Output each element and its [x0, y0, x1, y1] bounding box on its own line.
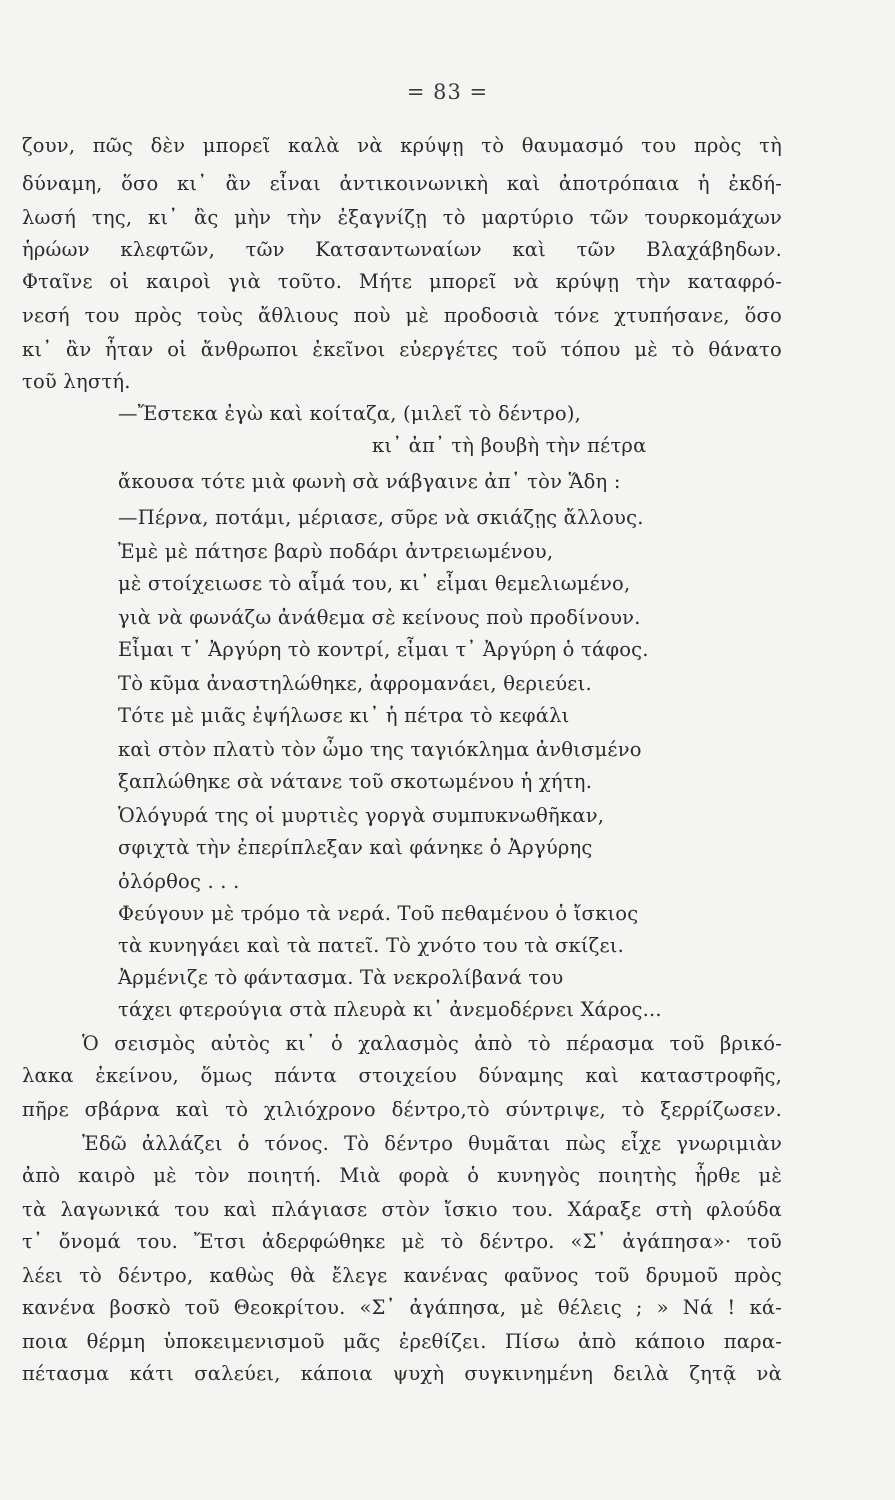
verse-line: Ὁλόγυρά της οἱ μυρτιὲς γοργὰ συμπυκνωθῆκαν,: [118, 804, 605, 827]
text-line: Ὁ σεισμὸς αὐτὸς κι᾽ ὁ χαλασμὸς ἀπὸ τὸ πέρασμα τοῦ βρικό-: [82, 1032, 782, 1055]
text-line: δύναμη, ὅσο κι᾽ ἂν εἶναι ἀντικοινωνικὴ καὶ ἀποτρόπαια ἡ ἐκδή-: [22, 172, 782, 195]
verse-line: Φεύγουν μὲ τρόμο τὰ νερά. Τοῦ πεθαμένου ὁ ἴσκιος: [118, 902, 639, 925]
verse-line: τὰ κυνηγάει καὶ τὰ πατεῖ. Τὸ χνότο του τὰ σκίζει.: [118, 934, 625, 957]
text-line: πέτασμα κάτι σαλεύει, κάποια ψυχὴ συγκινημένη δειλὰ ζητᾷ νὰ: [22, 1362, 782, 1385]
verse-line: —Πέρνα, ποτάμι, μέριασε, σῦρε νὰ σκιάζῃς ἄλλους.: [118, 506, 644, 529]
text-line: λέει τὸ δέντρο, καθὼς θὰ ἔλεγε κανένας φαῦνος τοῦ δρυμοῦ πρὸς: [22, 1264, 782, 1287]
text-line: νεσή του πρὸς τοὺς ἄθλιους ποὺ μὲ προδοσιὰ τόνε χτυπήσανε, ὅσο: [22, 304, 782, 327]
verse-line: Εἶμαι τ᾽ Ἀργύρη τὸ κοντρί, εἶμαι τ᾽ Ἀργύρη ὁ τάφος.: [118, 638, 649, 661]
text-line: Ἐδῶ ἀλλάζει ὁ τόνος. Τὸ δέντρο θυμᾶται πὼς εἶχε γνωριμιὰν: [82, 1132, 782, 1155]
text-line: ἀπὸ καιρὸ μὲ τὸν ποιητή. Μιὰ φορὰ ὁ κυνηγὸς ποιητὴς ἦρθε μὲ: [22, 1164, 782, 1187]
verse-line: Ἀρμένιζε τὸ φάντασμα. Τὰ νεκρολίβανά του: [118, 966, 564, 989]
text-line: τὰ λαγωνικά του καὶ πλάγιασε στὸν ἴσκιο του. Χάραξε στὴ φλούδα: [22, 1198, 782, 1221]
verse-line: ὀλόρθος . . .: [118, 870, 240, 893]
verse-line: κι᾽ ἀπ᾽ τὴ βουβὴ τὴν πέτρα: [372, 434, 647, 457]
verse-line: σφιχτὰ τὴν ἐπερίπλεξαν καὶ φάνηκε ὁ Ἀργύρης: [118, 836, 593, 859]
verse-line: Τότε μὲ μιᾶς ἐψήλωσε κι᾽ ἡ πέτρα τὸ κεφάλι: [118, 704, 570, 727]
verse-line: μὲ στοίχειωσε τὸ αἷμά του, κι᾽ εἶμαι θεμελιωμένο,: [118, 572, 631, 595]
text-line: τοῦ ληστή.: [22, 370, 131, 393]
verse-line: Τὸ κῦμα ἀναστηλώθηκε, ἀφρομανάει, θεριεύει.: [118, 672, 592, 695]
text-line: κανένα βοσκὸ τοῦ Θεοκρίτου. «Σ᾽ ἀγάπησα, μὲ θέλεις ; » Νά ! κά-: [22, 1296, 782, 1319]
page-number: = 83 =: [406, 80, 489, 104]
verse-line: —Ἔστεκα ἐγὼ καὶ κοίταζα, (μιλεῖ τὸ δέντρο),: [118, 402, 582, 425]
verse-line: ἄκουσα τότε μιὰ φωνὴ σὰ νάβγαινε ἀπ᾽ τὸν Ἅδη :: [118, 470, 621, 493]
text-line: Φταῖνε οἱ καιροὶ γιὰ τοῦτο. Μήτε μπορεῖ νὰ κρύψῃ τὴν καταφρό-: [22, 270, 782, 293]
text-line: ζουν, πῶς δὲν μπορεῖ καλὰ νὰ κρύψῃ τὸ θαυμασμό του πρὸς τὴ: [22, 134, 782, 157]
text-line: ἡρώων κλεφτῶν, τῶν Κατσαντωναίων καὶ τῶν Βλαχάβηδων.: [22, 238, 782, 261]
verse-line: ξαπλώθηκε σὰ νάτανε τοῦ σκοτωμένου ἡ χήτη.: [118, 770, 593, 793]
verse-line: Ἐμὲ μὲ πάτησε βαρὺ ποδάρι ἀντρειωμένου,: [118, 540, 554, 563]
verse-line: τάχει φτερούγια στὰ πλευρὰ κι᾽ ἀνεμοδέρνει Χάρος...: [118, 998, 662, 1021]
verse-line: καὶ στὸν πλατὺ τὸν ὦμο της ταγιόκλημα ἀνθισμένο: [118, 738, 642, 761]
text-line: πῆρε σβάρνα καὶ τὸ χιλιόχρονο δέντρο,τὸ σύντριψε, τὸ ξερρίζωσεν.: [22, 1098, 782, 1121]
text-line: τ᾽ ὄνομά του. Ἔτσι ἀδερφώθηκε μὲ τὸ δέντρο. «Σ᾽ ἀγάπησα»· τοῦ: [22, 1230, 782, 1253]
text-line: λωσή της, κι᾽ ἂς μὴν τὴν ἐξαγνίζῃ τὸ μαρτύριο τῶν τουρκομάχων: [22, 206, 782, 229]
text-line: ποια θέρμη ὑποκειμενισμοῦ μᾶς ἐρεθίζει. Πίσω ἀπὸ κάποιο παρα-: [22, 1330, 782, 1353]
text-line: κι᾽ ἂν ἦταν οἱ ἄνθρωποι ἐκεῖνοι εὐεργέτες τοῦ τόπου μὲ τὸ θάνατο: [22, 338, 782, 361]
verse-line: γιὰ νὰ φωνάζω ἀνάθεμα σὲ κείνους ποὺ προδίνουν.: [118, 606, 641, 629]
text-line: λακα ἐκείνου, ὅμως πάντα στοιχείου δύναμης καὶ καταστροφῆς,: [22, 1064, 782, 1087]
